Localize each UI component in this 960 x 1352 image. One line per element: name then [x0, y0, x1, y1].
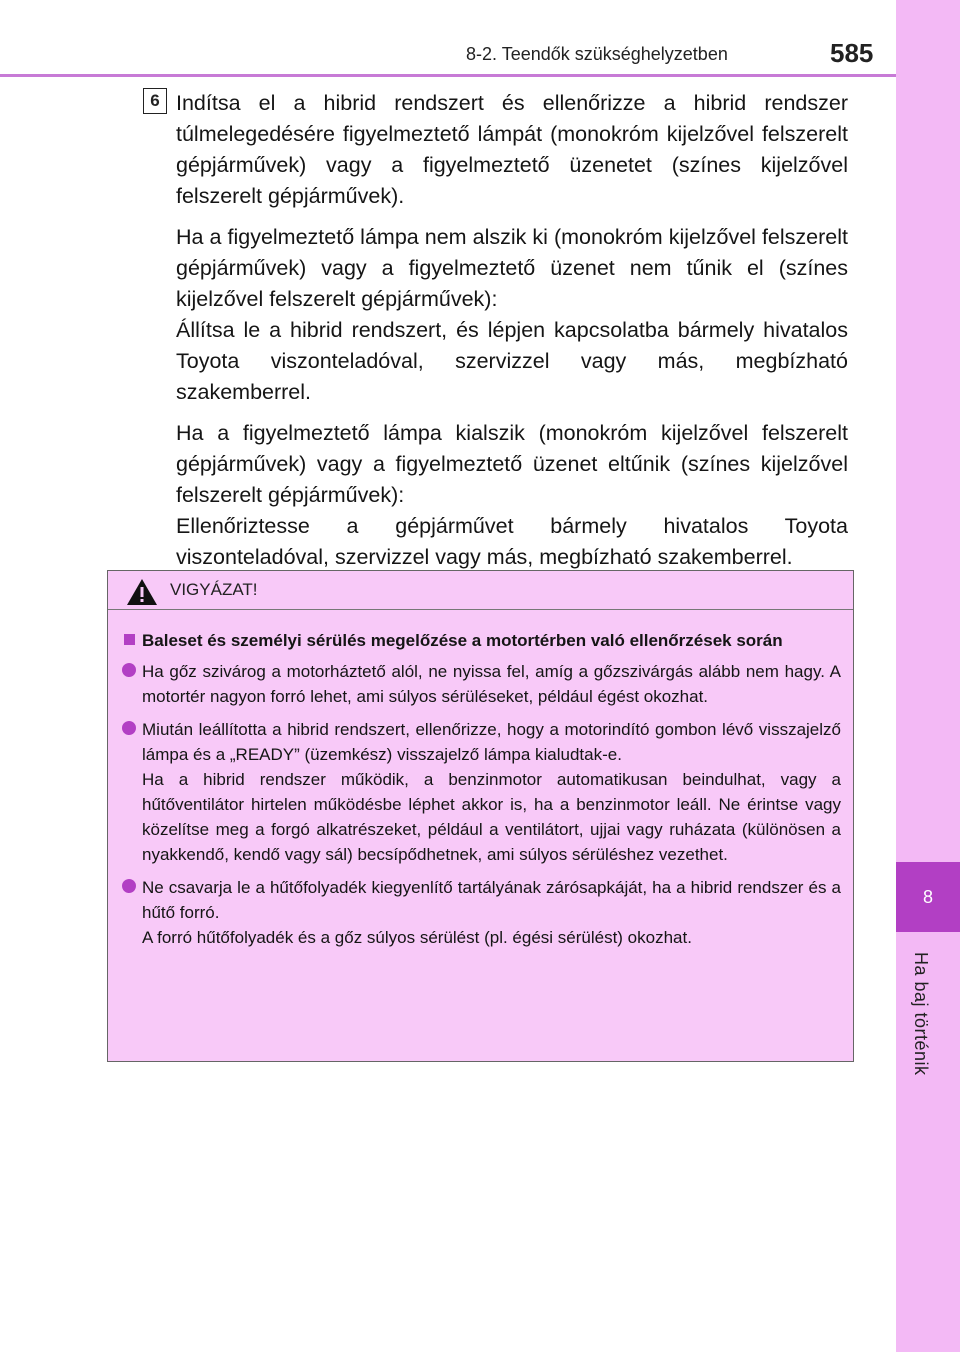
chapter-number-tab[interactable]: 8: [896, 862, 960, 932]
square-bullet-icon: [124, 634, 135, 645]
section-title: 8-2. Teendők szükséghelyzetben: [466, 44, 728, 64]
bullet-text: A forró hűtőfolyadék és a gőz súlyos sérülést (pl. égési sérülést) okozhat.: [142, 928, 692, 947]
bullet-dot-icon: [122, 721, 136, 735]
step-paragraph: [176, 222, 848, 408]
bullet-text: Ne csavarja le a hűtőfolyadék kiegyenlítő tartályának zárósapkáját, ha a hibrid rendszer és a hűtő forró.: [142, 878, 841, 922]
page-number: 585: [830, 38, 874, 68]
warning-body: [108, 610, 853, 950]
warning-subtitle: [120, 628, 841, 653]
bullet-text: Ha gőz szivárog a motorháztető alól, ne nyissa fel, amíg a gőzszivárgás alább nem hagy. A motortér nagyon forró lehet, ami súlyos sérüléseket, például égést okozhat.: [142, 662, 841, 706]
step-paragraph: [176, 418, 848, 573]
step-condition: Ha a figyelmeztető lámpa nem alszik ki (monokróm kijelzővel felszerelt gépjárművek) vagy a figyelmeztető üzenet nem tűnik el (színes kijelzővel felszerelt gépjárművek):: [176, 225, 848, 311]
bullet-dot-icon: [122, 663, 136, 677]
side-tab: [896, 0, 960, 1352]
step-content: [176, 88, 848, 583]
header-divider: [0, 74, 896, 77]
warning-box: [107, 570, 854, 1062]
step-paragraph: Indítsa el a hibrid rendszert és ellenőrizze a hibrid rendszer túlmelegedésére figyelmeztető lámpát (monokróm kijelzővel felszerelt gépjárművek) vagy a figyelmeztető üzenetet (színes kijelzővel felszerelt gépjárművek).: [176, 91, 848, 208]
bullet-text: Ha a hibrid rendszer működik, a benzinmotor automatikusan beindulhat, vagy a hűtőventilátor hirtelen működésbe léphet akkor is, ha a benzinmotor leáll. Ne érintse vagy közelítse meg a forgó alkatrészeket, például a ventilátort, ujjai vagy ruházata (különösen a nyakkendő, kendő vagy sál) becsípődhetnek, ami súlyos sérüléshez vezethet.: [142, 770, 841, 864]
warning-triangle-icon: [126, 578, 158, 606]
bullet-text: Miután leállította a hibrid rendszert, ellenőrizze, hogy a motorindító gombon lévő visszajelző lámpa és a „READY” (üzemkész) visszajelző lámpa kialudtak-e.: [142, 720, 841, 764]
warning-subtitle-text: Baleset és személyi sérülés megelőzése a motortérben való ellenőrzések során: [142, 631, 783, 650]
warning-header: [108, 571, 853, 610]
warning-bullet: [120, 875, 841, 950]
step-condition: Ha a figyelmeztető lámpa kialszik (monokróm kijelzővel felszerelt gépjárművek) vagy a figyelmeztető üzenet eltűnik (színes kijelzővel felszerelt gépjárművek):: [176, 421, 848, 507]
step-action: Ellenőriztesse a gépjárművet bármely hivatalos Toyota viszonteladóval, szervizzel vagy más, megbízható szakemberrel.: [176, 514, 848, 569]
step-action: Állítsa le a hibrid rendszert, és lépjen kapcsolatba bármely hivatalos Toyota viszonteladóval, szervizzel vagy más, megbízható szakemberrel.: [176, 318, 848, 404]
warning-bullet: [120, 717, 841, 867]
step-number-badge: 6: [143, 88, 167, 114]
warning-title: VIGYÁZAT!: [170, 580, 258, 599]
chapter-label: Ha baj történik: [911, 952, 931, 1076]
bullet-dot-icon: [122, 879, 136, 893]
warning-bullet: [120, 659, 841, 709]
